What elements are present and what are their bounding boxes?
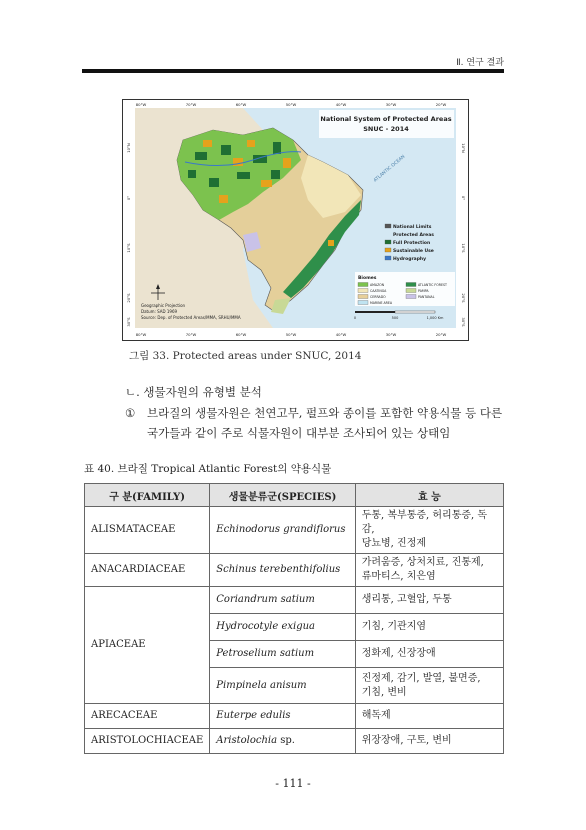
effect-cell bbox=[355, 668, 503, 704]
effect-cell: 정화제, 신장장애 bbox=[355, 641, 503, 668]
family-cell: ALISMATACEAE bbox=[85, 507, 210, 554]
table-row bbox=[85, 704, 504, 729]
legend-item-label: National Limits bbox=[393, 225, 432, 230]
legend-item-label: Hydrography bbox=[393, 257, 427, 262]
paragraph-text-1: 브라질의 생물자원은 천연고무, 펄프와 종이를 포함한 약용식물 등 다른 bbox=[147, 406, 503, 420]
biome-legend bbox=[355, 272, 455, 306]
species-cell: Petroselium satium bbox=[210, 641, 355, 668]
table-row bbox=[85, 554, 504, 587]
left-tick-label: 0° bbox=[126, 195, 131, 201]
effect-line: 가려움증, 상처치료, 진통제, bbox=[361, 557, 484, 568]
legend-swatch bbox=[385, 248, 391, 252]
family-cell: ANACARDIACEAE bbox=[85, 554, 210, 587]
family-cell: APIACEAE bbox=[85, 587, 210, 704]
biome-swatch bbox=[358, 283, 368, 287]
bottom-tick-label: 80°W bbox=[135, 332, 147, 337]
legend-item-label: Protected Areas bbox=[393, 233, 434, 238]
paragraph-line-1 bbox=[125, 403, 515, 423]
source-line-1: Geographic Projection bbox=[141, 303, 186, 308]
top-tick-label: 40°W bbox=[335, 102, 347, 107]
header-species: 생물분류군(SPECIES) bbox=[210, 484, 355, 507]
left-tick-label: 20°S bbox=[126, 293, 131, 303]
right-tick-label: 30°S bbox=[461, 317, 466, 327]
biome-swatch bbox=[358, 289, 368, 293]
species-suffix: sp. bbox=[277, 735, 295, 746]
biome-swatch bbox=[358, 301, 368, 305]
effect-cell bbox=[355, 554, 503, 587]
medicinal-plants-table bbox=[84, 483, 504, 754]
family-cell: ARECACEAE bbox=[85, 704, 210, 729]
biome-item-label: AMAZON bbox=[370, 283, 385, 287]
right-tick-label: 20°S bbox=[461, 293, 466, 303]
section-heading: ㄴ. 생물자원의 유형별 분석 bbox=[125, 385, 262, 399]
header-effect: 효 능 bbox=[355, 484, 503, 507]
table-header-row bbox=[85, 484, 504, 507]
right-tick-label: 0° bbox=[461, 195, 466, 201]
table-row bbox=[85, 729, 504, 754]
bottom-tick-label: 30°W bbox=[385, 332, 397, 337]
effect-line: 두통, 복부통증, 허리통증, 독감, bbox=[361, 510, 488, 535]
bottom-tick-label: 20°W bbox=[435, 332, 447, 337]
paragraph-number: ① bbox=[125, 406, 136, 420]
scale-label-1: 500 bbox=[391, 316, 399, 320]
bottom-tick-label: 60°W bbox=[235, 332, 247, 337]
species-cell: Euterpe edulis bbox=[210, 704, 355, 729]
species-cell bbox=[210, 729, 355, 754]
legend-swatch bbox=[385, 240, 391, 244]
ocean-label: ATLANTIC OCEAN bbox=[373, 154, 407, 184]
biome-item-label: ATLANTIC FOREST bbox=[418, 283, 447, 287]
legend-swatch bbox=[385, 224, 391, 228]
effect-cell: 기침, 기관지염 bbox=[355, 614, 503, 641]
biome-item-label: CERRADO bbox=[370, 295, 386, 299]
effect-cell: 생리통, 고혈압, 두통 bbox=[355, 587, 503, 614]
top-tick-label: 60°W bbox=[235, 102, 247, 107]
biome-swatch bbox=[358, 295, 368, 299]
table-caption: 표 40. 브라질 Tropical Atlantic Forest의 약용식물 bbox=[84, 463, 332, 475]
effect-cell: 해독제 bbox=[355, 704, 503, 729]
left-tick-label: 10°S bbox=[126, 243, 131, 253]
effect-line: 류마티스, 치은염 bbox=[361, 571, 436, 582]
effect-cell: 위장장애, 구토, 변비 bbox=[355, 729, 503, 754]
legend-item-label: Sustainable Use bbox=[393, 249, 434, 254]
species-name: Aristolochia bbox=[216, 735, 278, 746]
right-tick-label: 10°N bbox=[461, 143, 466, 153]
species-cell: Coriandrum satium bbox=[210, 587, 355, 614]
top-tick-label: 30°W bbox=[385, 102, 397, 107]
page-number: - 111 - bbox=[275, 777, 311, 790]
bottom-tick-label: 40°W bbox=[335, 332, 347, 337]
header-family: 구 분(FAMILY) bbox=[85, 484, 210, 507]
body-paragraph bbox=[125, 403, 515, 443]
biome-item-label: PANTANAL bbox=[418, 295, 435, 299]
effect-line: 당뇨병, 진정제 bbox=[361, 538, 427, 549]
map-title-line1: National System of Protected Areas bbox=[320, 115, 452, 123]
bottom-tick-label: 50°W bbox=[285, 332, 297, 337]
figure-caption: 그림 33. Protected areas under SNUC, 2014 bbox=[129, 350, 362, 362]
map-svg bbox=[123, 100, 468, 340]
source-line-2: Datum: SAD 1969 bbox=[141, 309, 178, 314]
effect-line: 기침, 변비 bbox=[361, 686, 407, 698]
scale-label-0: 0 bbox=[353, 316, 357, 320]
map-title-line2: SNUC - 2014 bbox=[363, 125, 409, 133]
biome-item-label: MARINE AREA bbox=[370, 301, 393, 305]
header-rule bbox=[82, 69, 504, 73]
top-tick-label: 70°W bbox=[185, 102, 197, 107]
biome-item-label: PAMPA bbox=[418, 289, 429, 293]
table-row bbox=[85, 507, 504, 554]
left-tick-label: 30°S bbox=[126, 317, 131, 327]
effect-cell bbox=[355, 507, 503, 554]
top-tick-label: 50°W bbox=[285, 102, 297, 107]
left-tick-label: 10°N bbox=[126, 143, 131, 153]
species-cell: Echinodorus grandiflorus bbox=[210, 507, 355, 554]
family-cell: ARISTOLOCHIACEAE bbox=[85, 729, 210, 754]
legend-item-label: Full Protection bbox=[393, 241, 431, 246]
paragraph-line-2: 국가들과 같이 주로 식물자원이 대부분 조사되어 있는 상태임 bbox=[147, 426, 451, 440]
right-tick-label: 10°S bbox=[461, 243, 466, 253]
effect-line: 진정제, 감기, 발열, 불면증, bbox=[361, 672, 481, 684]
source-line-3: Source: Dep. of Protected Areas/MMA, SRHU/MMA bbox=[141, 315, 241, 320]
biome-swatch bbox=[406, 283, 416, 287]
table-row bbox=[85, 587, 504, 614]
running-header: Ⅱ. 연구 결과 bbox=[456, 58, 504, 68]
top-tick-label: 20°W bbox=[435, 102, 447, 107]
species-cell: Hydrocotyle exigua bbox=[210, 614, 355, 641]
protected-areas-map bbox=[122, 99, 469, 341]
biome-swatch bbox=[406, 295, 416, 299]
species-cell: Pimpinela anisum bbox=[210, 668, 355, 704]
top-tick-label: 80°W bbox=[135, 102, 147, 107]
biome-swatch bbox=[406, 289, 416, 293]
legend-swatch bbox=[385, 256, 391, 260]
biome-legend-title: Biomes bbox=[358, 276, 377, 281]
species-cell: Schinus terebenthifolius bbox=[210, 554, 355, 587]
bottom-tick-label: 70°W bbox=[185, 332, 197, 337]
scale-label-2: 1,000 Km bbox=[426, 316, 444, 320]
biome-item-label: CAATINGA bbox=[370, 289, 387, 293]
